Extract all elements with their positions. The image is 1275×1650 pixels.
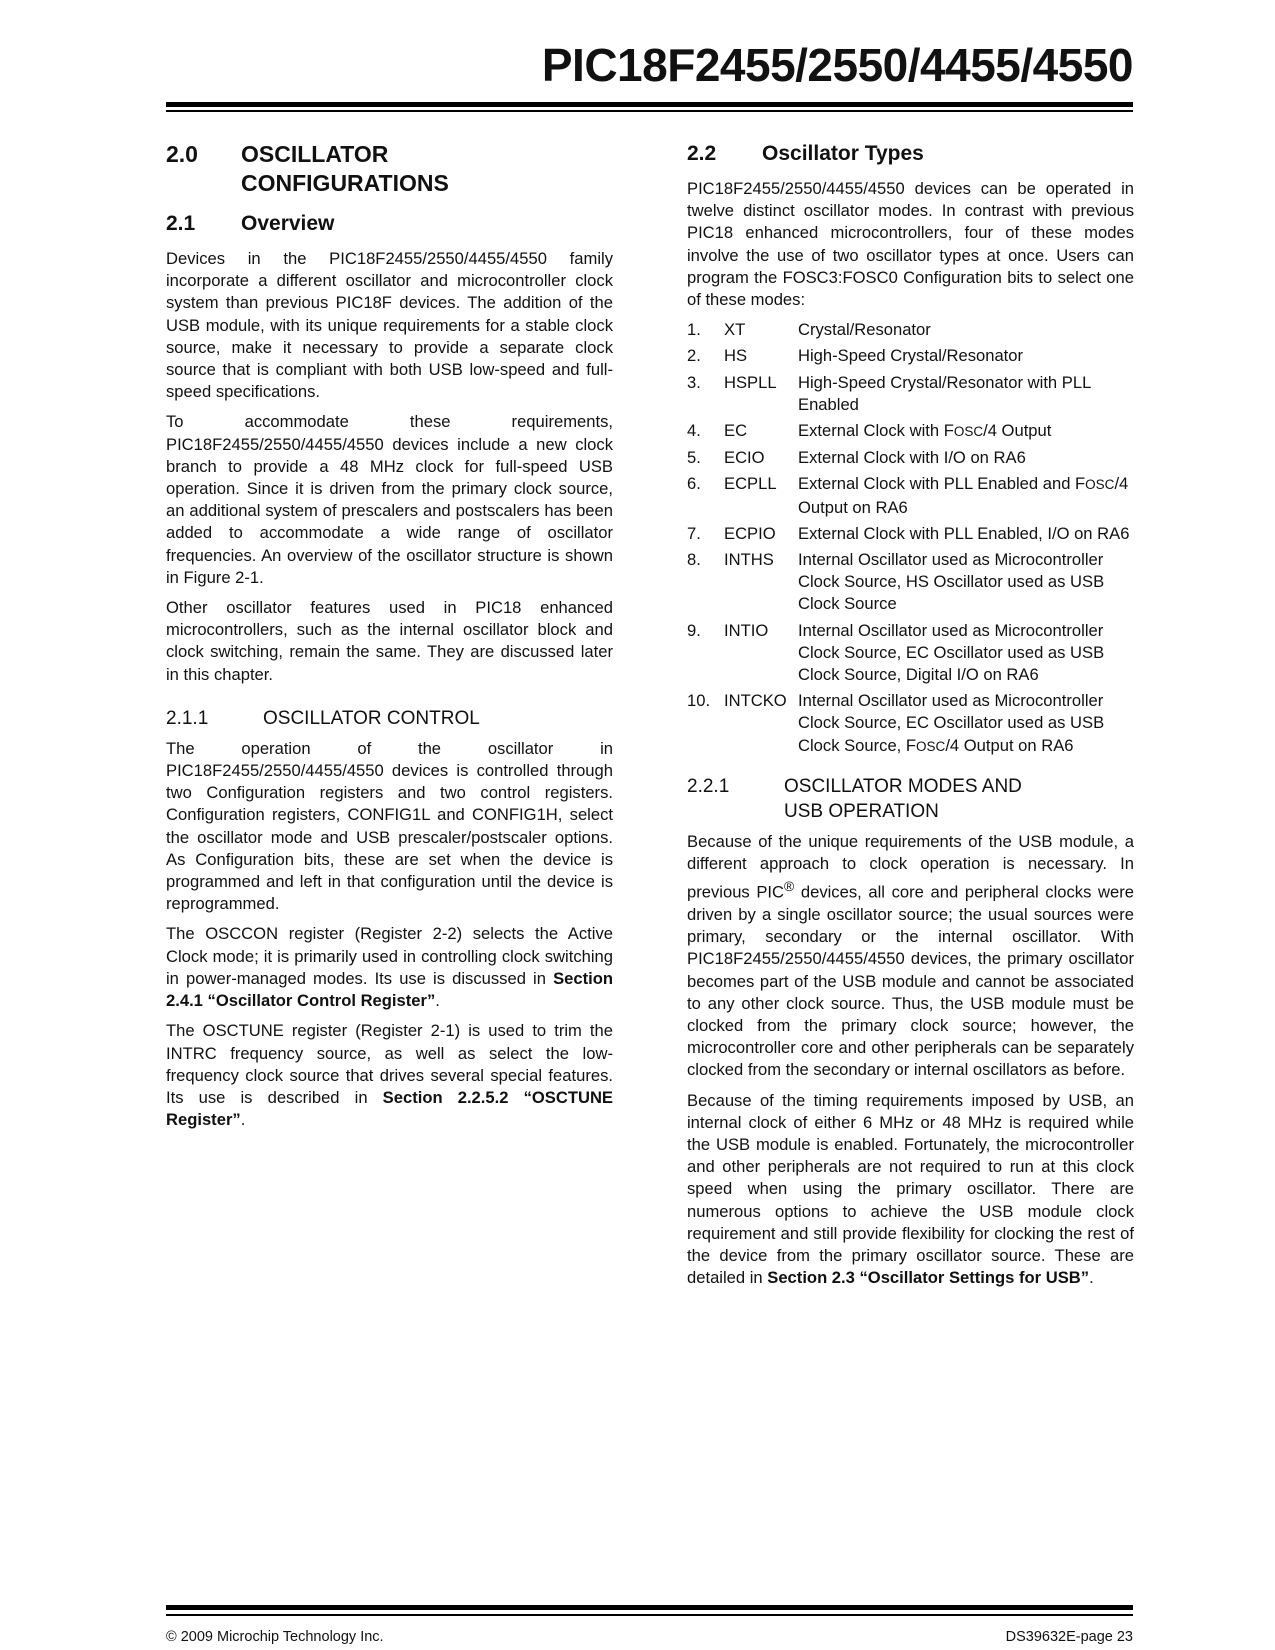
header-rule-thick (166, 102, 1133, 107)
footer-rule-thick (166, 1605, 1133, 1610)
list-item: 8. INTHS Internal Oscillator used as Microcontroller Clock Source, HS Oscillator used as USB Clock Source (687, 550, 1105, 614)
section-heading-2-1: 2.1 Overview (166, 212, 335, 235)
paragraph-control-1: The operation of the oscillator in PIC18F2455/2550/4455/4550 devices is controlled through two Configuration registers and two control registers. Configuration registers, CONFIG1L and CONFIG1H, select the oscillator mode and USB prescaler/postscaler options. As Configuration bits, these are set when the device is programmed and left in that configuration until the device is reprogrammed. (166, 738, 613, 914)
paragraph-usb-1: Because of the unique requirements of the USB module, a different approach to clock operation is necessary. In previous PIC® devices, all core and peripheral clocks were driven by a single oscillator source; the usual sources were primary, secondary or the internal oscillator. With PIC18F2455/2550/4455/4550 devices, the primary oscillator becomes part of the USB module and cannot be associated to any other clock source. Thus, the USB module must be clocked from the primary clock source; however, the microcontroller core and other peripherals can be separately clocked from the secondary or internal oscillators as before. (687, 831, 1134, 1080)
list-item: 1. XT Crystal/Resonator (687, 320, 931, 340)
paragraph-osccon: The OSCCON register (Register 2-2) selects the Active Clock mode; it is primarily used in controlling clock switching in power-managed modes. Its use is discussed in Section 2.4.1 “Oscillator Control Register”. (166, 924, 613, 1011)
list-item: 10. INTCKO Internal Oscillator used as Microcontroller Clock Source, EC Oscillator used as USB Clock Source, FOSC/4 Output on RA6 (687, 691, 1105, 755)
list-item: 9. INTIO Internal Oscillator used as Microcontroller Clock Source, EC Oscillator used as USB Clock Source, Digital I/O on RA6 (687, 620, 1105, 685)
right-column (687, 140, 1134, 1297)
subsection-heading-2-1-1: 2.1.1 OSCILLATOR CONTROL (166, 707, 480, 729)
list-item: 6. ECPLL External Clock with PLL Enabled and FOSC/4 Output on RA6 (687, 474, 1129, 517)
section-reference-link[interactable]: Section 2.4.1 “Oscillator Control Register” (166, 968, 613, 1011)
list-item: 2. HS High-Speed Crystal/Resonator (687, 346, 1024, 366)
page-title: PIC18F2455/2550/4455/4550 (541, 39, 1133, 91)
header-rule-thin (166, 110, 1133, 112)
list-item: 4. EC External Clock with FOSC/4 Output (687, 421, 1052, 441)
paragraph-osctune: The OSCTUNE register (Register 2-1) is used to trim the INTRC frequency source, as well as select the low-frequency clock source that drives several special features. Its use is described in Section 2.2.5.2 “OSCTUNE Register”. (166, 1021, 613, 1130)
oscillator-modes-list (687, 319, 1134, 758)
list-item: 3. HSPLL High-Speed Crystal/Resonator with PLL Enabled (687, 372, 1091, 414)
section-reference-link[interactable]: Section 2.3 “Oscillator Settings for USB” (767, 1268, 1090, 1288)
footer-copyright: © 2009 Microchip Technology Inc. (166, 1629, 384, 1645)
subsection-heading-2-2-1: 2.2.1 OSCILLATOR MODES AND USB OPERATION (687, 775, 1022, 822)
footer-rule-thin (166, 1614, 1133, 1616)
paragraph-types-intro: PIC18F2455/2550/4455/4550 devices can be operated in twelve distinct oscillator modes. In contrast with previous PIC18 enhanced microcontrollers, four of these modes involve the use of two oscillator types at once. Users can program the FOSC3:FOSC0 Configuration bits to select one of these modes: (687, 179, 1134, 310)
list-item: 7. ECPIO External Clock with PLL Enabled, I/O on RA6 (687, 523, 1130, 543)
section-heading-2-2: 2.2 Oscillator Types (687, 142, 924, 165)
left-column (166, 140, 613, 1139)
list-item: 5. ECIO External Clock with I/O on RA6 (687, 448, 1026, 468)
section-heading-2-0: 2.0 OSCILLATOR CONFIGURATIONS (166, 141, 449, 196)
paragraph-overview-3: Other oscillator features used in PIC18 enhanced microcontrollers, such as the internal oscillator block and clock switching, remain the same. They are discussed later in this chapter. (166, 598, 613, 684)
paragraph-overview-2: To accommodate these requirements, PIC18F2455/2550/4455/4550 devices include a new clock branch to provide a 48 MHz clock for full-speed USB operation. Since it is driven from the primary clock source, an additional system of prescalers and postscalers has been added to accommodate a wide range of oscillator frequencies. An overview of the oscillator structure is shown in Figure 2-1. (166, 412, 613, 587)
paragraph-usb-2: Because of the timing requirements imposed by USB, an internal clock of either 6 MHz or 48 MHz is required while the USB module is enabled. Fortunately, the microcontroller and other peripherals are not required to run at this clock speed when using the primary oscillator. There are numerous options to achieve the USB module clock requirement and still provide flexibility for clocking the rest of the device from the primary oscillator source. These are detailed in Section 2.3 “Oscillator Settings for USB”. (687, 1090, 1134, 1288)
section-reference-link[interactable]: Section 2.2.5.2 “OSCTUNE Register” (166, 1087, 613, 1130)
footer-page-number: DS39632E-page 23 (1005, 1629, 1133, 1645)
paragraph-overview-1: Devices in the PIC18F2455/2550/4455/4550 family incorporate a different oscillator and microcontroller clock system than previous PIC18F devices. The addition of the USB module, with its unique requirements for a stable clock source, make it necessary to provide a separate clock source that is compliant with both USB low-speed and full-speed specifications. (166, 249, 613, 402)
